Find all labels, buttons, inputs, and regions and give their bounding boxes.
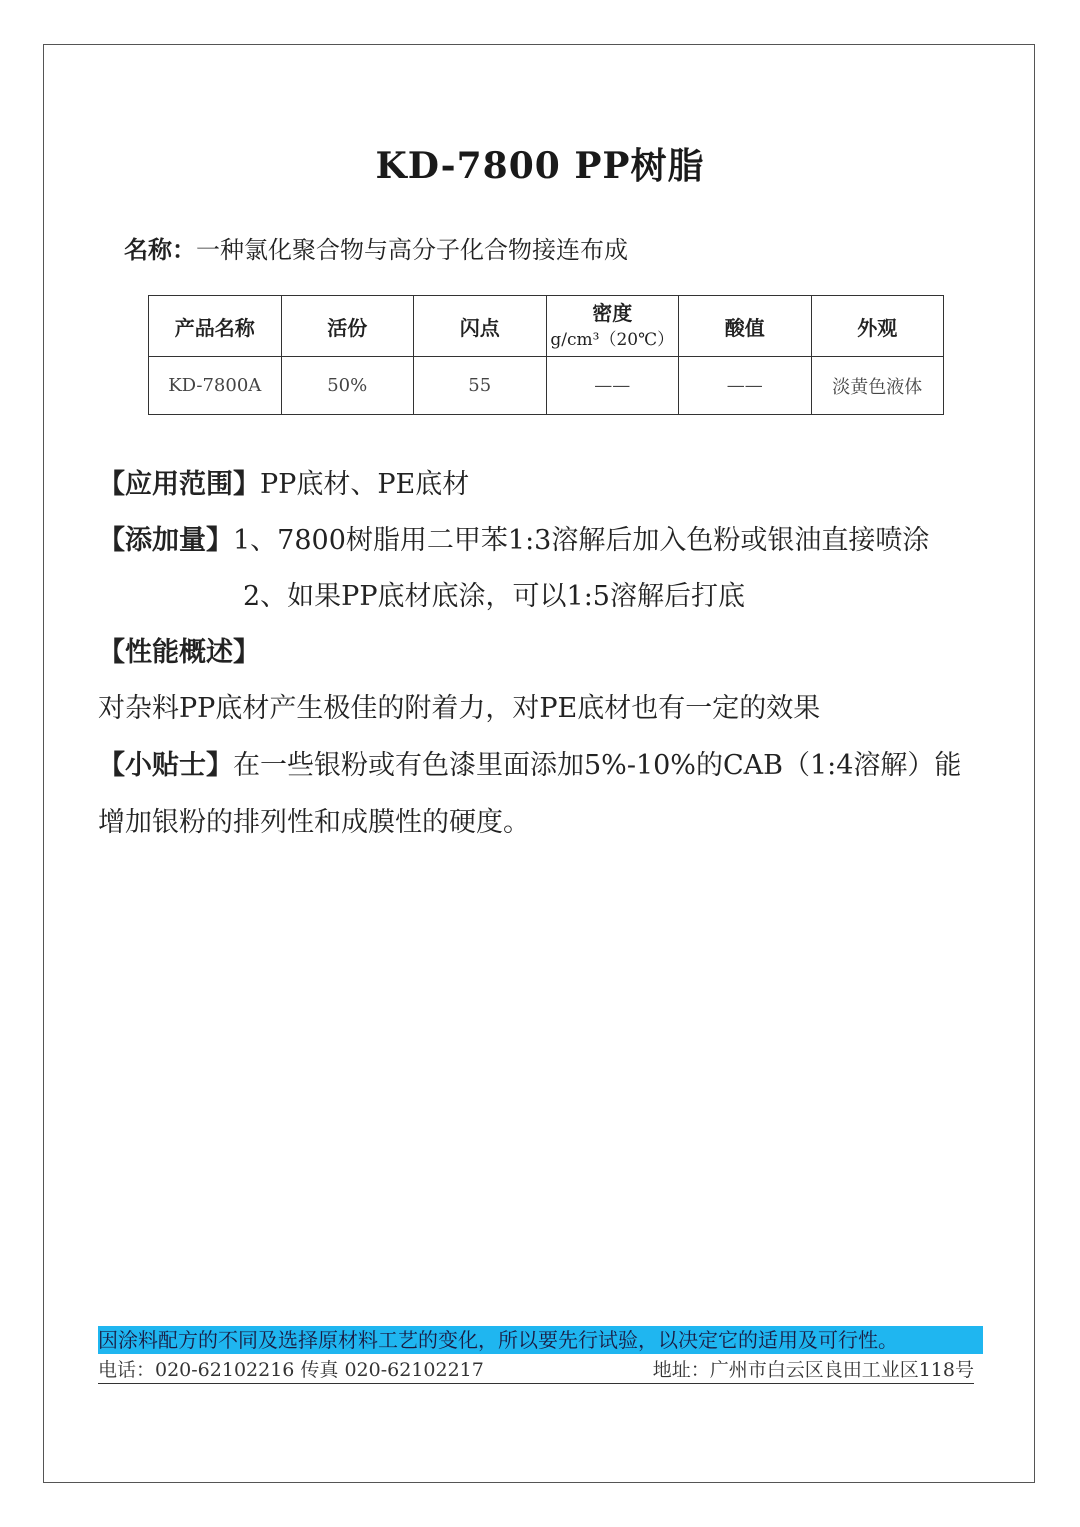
product-name-value: 一种氯化聚合物与高分子化合物接连布成	[196, 236, 628, 264]
dosage-section	[98, 518, 929, 557]
performance-text: 对杂料PP底材产生极佳的附着力，对PE底材也有一定的效果	[98, 693, 821, 724]
cell-acid-value: ——	[679, 357, 812, 415]
header-density	[546, 296, 679, 357]
dosage-line-2: 2、如果PP底材底涂，可以1:5溶解后打底	[243, 581, 745, 612]
page-title: KD-7800 PP树脂	[375, 145, 705, 187]
application-section	[98, 462, 469, 501]
performance-section	[98, 630, 260, 669]
spec-table	[148, 295, 944, 415]
cell-density: ——	[546, 357, 679, 415]
header-flash-point: 闪点	[414, 296, 547, 357]
header-density-name: 密度	[592, 301, 633, 325]
tips-section	[98, 743, 961, 782]
product-name-label: 名称：	[124, 235, 196, 264]
contact-address: 地址：广州市白云区良田工业区118号	[652, 1359, 974, 1381]
header-solids: 活份	[281, 296, 414, 357]
contact-footer	[98, 1357, 974, 1384]
header-acid-value: 酸值	[679, 296, 812, 357]
product-name-line	[124, 230, 628, 265]
application-label: 【应用范围】	[98, 469, 260, 500]
cell-solids: 50%	[281, 357, 414, 415]
tips-line-1: 在一些银粉或有色漆里面添加5%-10%的CAB（1:4溶解）能	[233, 750, 962, 781]
cell-flash-point: 55	[414, 357, 547, 415]
cell-product-name: KD-7800A	[149, 357, 282, 415]
header-product-name: 产品名称	[149, 296, 282, 357]
dosage-label: 【添加量】	[98, 525, 233, 556]
dosage-line-1: 1、7800树脂用二甲苯1:3溶解后加入色粉或银油直接喷涂	[233, 525, 930, 556]
table-row	[149, 357, 944, 415]
tips-line-2: 增加银粉的排列性和成膜性的硬度。	[98, 807, 530, 838]
tips-label: 【小贴士】	[98, 750, 233, 781]
disclaimer-notice: 因涂料配方的不同及选择原材料工艺的变化，所以要先行试验，以决定它的适用及可行性。	[98, 1326, 983, 1354]
cell-appearance: 淡黄色液体	[811, 357, 944, 415]
spec-table-header-row	[149, 296, 944, 357]
application-text: PP底材、PE底材	[260, 469, 470, 500]
header-density-unit: g/cm³（20℃）	[550, 330, 675, 350]
contact-phone-fax: 电话：020-62102216 传真 020-62102217	[98, 1359, 484, 1381]
header-appearance: 外观	[811, 296, 944, 357]
performance-label: 【性能概述】	[98, 637, 260, 668]
